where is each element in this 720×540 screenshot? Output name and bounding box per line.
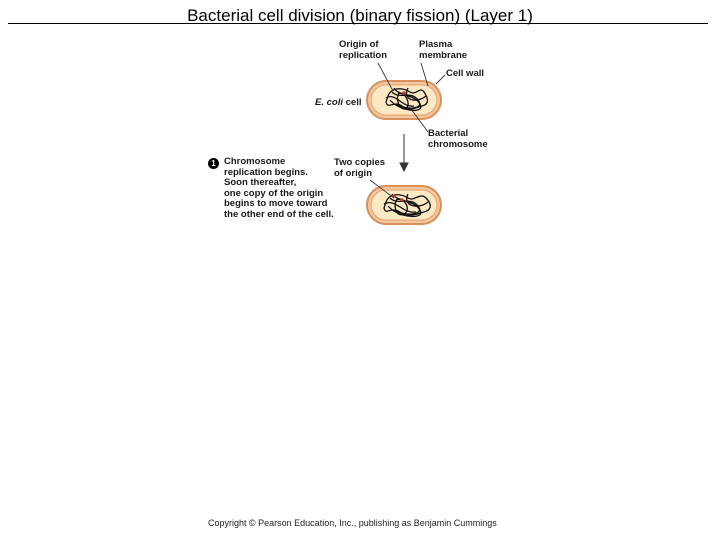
copyright-notice: Copyright © Pearson Education, Inc., publishing as Benjamin Cummings [208,518,497,528]
two-copies-label: Two copies of origin [334,157,386,179]
ecoli-rest: cell [342,97,362,108]
plasma-membrane-label: Plasma membrane [419,39,468,61]
ecoli-cell-bottom [367,186,441,224]
down-arrow [400,134,408,171]
ecoli-italic: E. coli [315,97,343,108]
ecoli-cell-label [315,98,361,109]
step-text: Chromosome replication begins. Soon thereafter, one copy of the origin begins to move toward the other end of the cell. [224,156,334,220]
cell-wall-label: Cell wall [446,68,485,79]
cell-wall-leader [436,75,445,84]
bacterial-chromosome-label: Bacterial chromosome [428,128,488,150]
origin-dot-bottom-b [400,198,404,202]
step-number-badge: 1 [208,158,219,169]
page-title: Bacterial cell division (binary fission) (Layer 1) [187,6,533,25]
origin-dot-top [402,91,406,95]
ecoli-cell-top [367,81,441,119]
origin-label: Origin of replication [339,39,388,61]
